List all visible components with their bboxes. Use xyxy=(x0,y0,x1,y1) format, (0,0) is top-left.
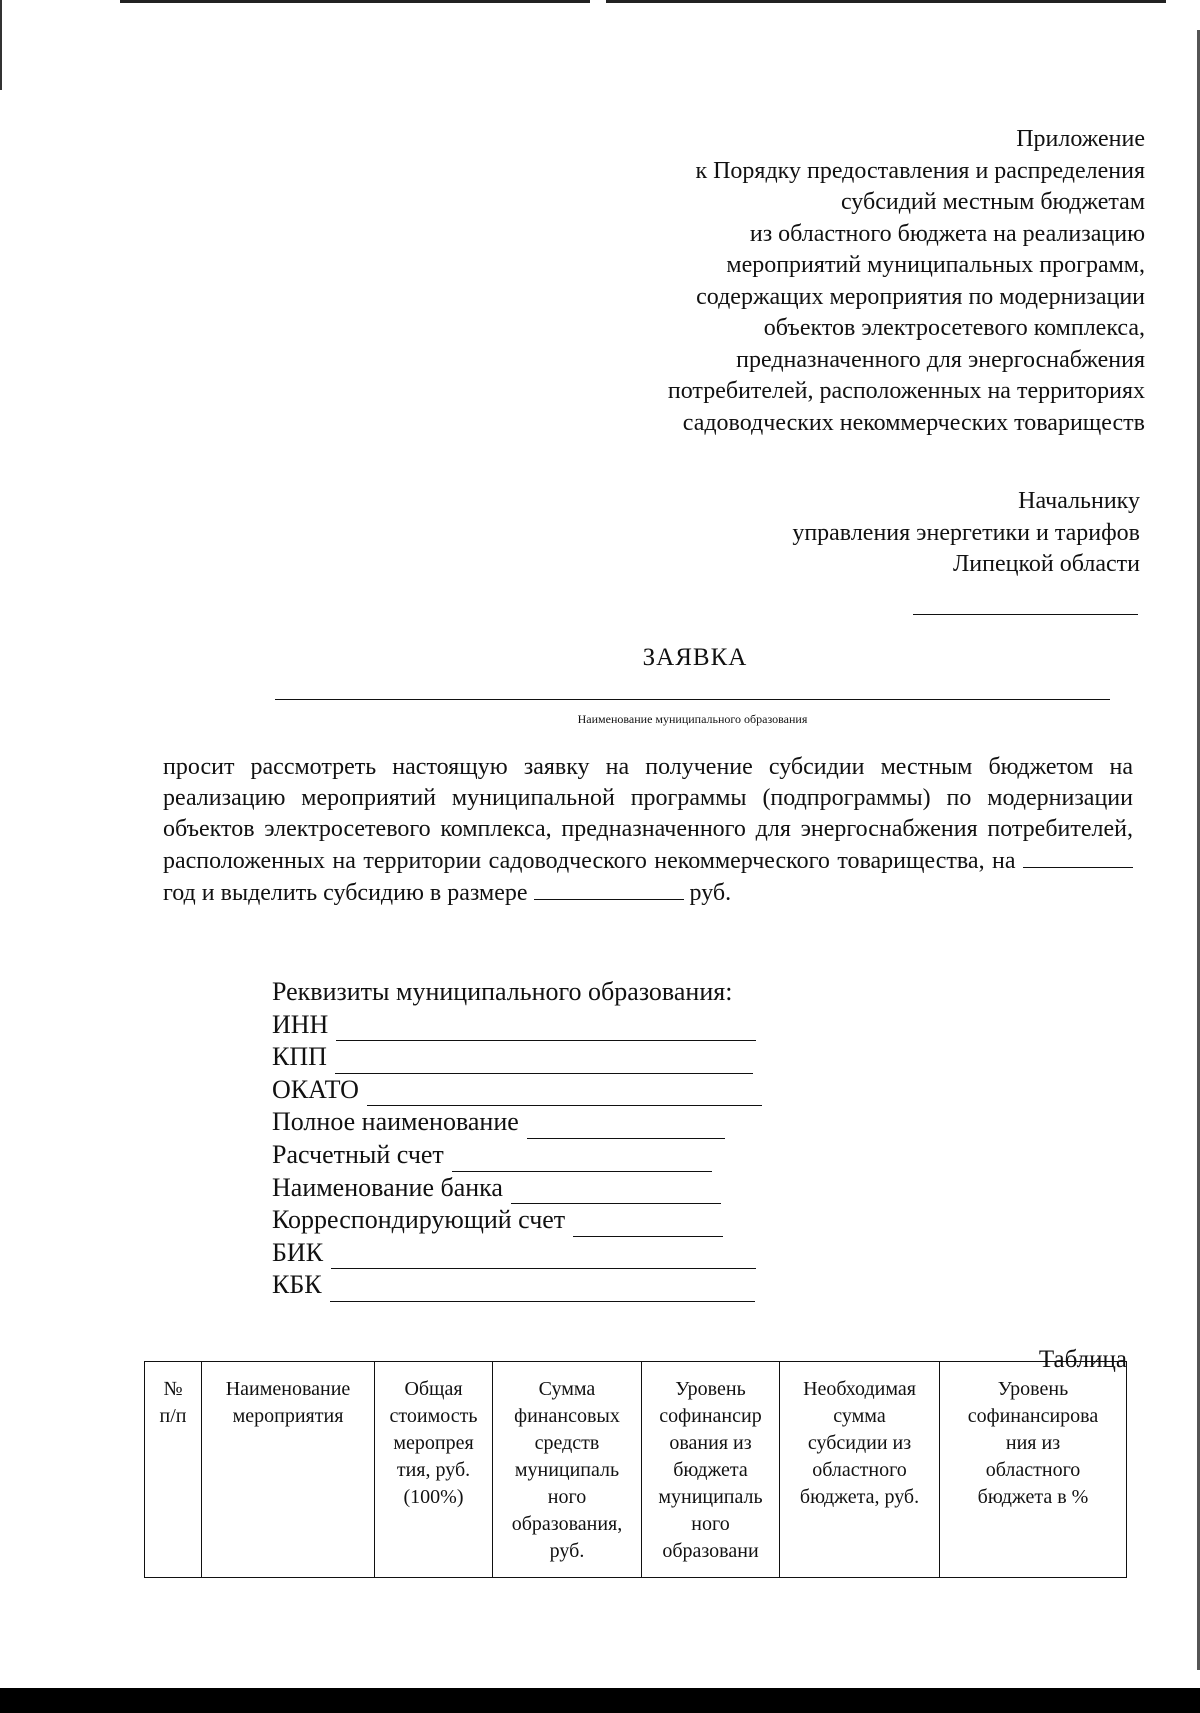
municipality-name-blank[interactable] xyxy=(275,699,1110,700)
scan-left-edge xyxy=(0,0,2,90)
requisite-blank[interactable] xyxy=(452,1147,712,1172)
appendix-line: из областного бюджета на реализацию xyxy=(749,220,1145,247)
appendix-line: объектов электросетевого комплекса, xyxy=(763,315,1145,341)
requisite-row xyxy=(272,1041,762,1074)
requisite-row xyxy=(272,1269,762,1302)
col-header-regional-cofinancing: Уровень софинансирова ния из областного бюджета в % xyxy=(940,1362,1127,1578)
appendix-line: к Порядку предоставления и распределения xyxy=(695,157,1145,184)
appendix-line: потребителей, расположенных на территориях xyxy=(667,378,1145,404)
requisite-row xyxy=(272,1204,762,1237)
requisite-row xyxy=(272,1139,762,1172)
requisite-blank[interactable] xyxy=(573,1212,723,1237)
scan-bottom-border xyxy=(0,1688,1200,1713)
table-header-row xyxy=(145,1362,1127,1578)
appendix-line: субсидий местным бюджетам xyxy=(840,189,1145,215)
requisites-heading: Реквизиты муниципального образования: xyxy=(272,977,733,1006)
requisite-row xyxy=(272,1074,762,1107)
requisite-blank[interactable] xyxy=(367,1081,762,1106)
requisite-row xyxy=(272,1106,762,1139)
requisite-label: Корреспондирующий счет xyxy=(272,1205,566,1235)
requisite-label: ОКАТО xyxy=(272,1074,359,1104)
col-header-total-cost: Общая стоимость меропрея тия, руб. (100%) xyxy=(375,1362,493,1578)
col-header-required-subsidy: Необходимая сумма субсидии из областного бюджета, руб. xyxy=(780,1362,940,1578)
scan-top-border xyxy=(0,0,1200,3)
addressee-block xyxy=(580,486,1140,581)
col-header-activity-name: Наименование мероприятия xyxy=(202,1362,375,1578)
request-paragraph xyxy=(163,752,1133,909)
requisite-row xyxy=(272,1172,762,1205)
subsidy-table xyxy=(144,1361,1127,1578)
requisites-block xyxy=(272,976,762,1302)
document-title: ЗАЯВКА xyxy=(642,644,748,671)
addressee-line: Начальнику xyxy=(1018,488,1140,514)
col-header-municipal-cofinancing: Уровень софинансир ования из бюджета муниципаль ного образовани xyxy=(642,1362,780,1578)
requisite-label: Расчетный счет xyxy=(272,1139,444,1169)
requisite-blank[interactable] xyxy=(511,1179,721,1204)
addressee-line: Липецкой области xyxy=(953,551,1140,577)
requisite-label: КПП xyxy=(272,1042,327,1072)
subsidy-amount-blank[interactable] xyxy=(534,877,684,900)
requisite-blank[interactable] xyxy=(330,1277,755,1302)
appendix-header xyxy=(505,124,1145,439)
requisite-row xyxy=(272,1237,762,1270)
requisite-blank[interactable] xyxy=(331,1244,756,1269)
requisite-blank[interactable] xyxy=(336,1016,756,1041)
requisite-label: КБК xyxy=(272,1270,322,1300)
requisite-row xyxy=(272,1009,762,1042)
requisite-label: Наименование банка xyxy=(272,1172,503,1202)
requisite-blank[interactable] xyxy=(527,1114,725,1139)
col-header-municipal-funds: Сумма финансовых средств муниципаль ного образования, руб. xyxy=(493,1362,642,1578)
addressee-line: управления энергетики и тарифов xyxy=(792,519,1140,546)
appendix-line: Приложение xyxy=(1016,126,1145,152)
appendix-line: мероприятий муниципальных программ, xyxy=(726,252,1145,278)
addressee-name-blank[interactable] xyxy=(913,614,1138,615)
requisite-label: БИК xyxy=(272,1237,324,1267)
requisite-blank[interactable] xyxy=(335,1049,753,1074)
appendix-line: садоводческих некоммерческих товариществ xyxy=(682,409,1145,436)
request-text-part1: просит рассмотреть настоящую заявку на получение субсидии местным бюджетом на реализацию мероприятий муниципальной программы (подпрограммы) по модернизации объектов электросетевого комплекса, предназначенного для энергоснабжения потребителей, расположенных на территории садоводческого некоммерческого товарищества, на xyxy=(163,754,1133,874)
appendix-line: предназначенного для энергоснабжения xyxy=(736,346,1145,373)
request-text-part3: руб. xyxy=(689,880,732,906)
table-caption: Таблица xyxy=(1038,1346,1127,1373)
year-blank[interactable] xyxy=(1023,845,1133,868)
col-header-number: № п/п xyxy=(145,1362,202,1578)
municipality-caption: Наименование муниципального образования xyxy=(577,712,808,726)
request-text-part2: год и выделить субсидию в размере xyxy=(163,880,528,906)
requisite-label: Полное наименование xyxy=(272,1107,519,1137)
requisite-label: ИНН xyxy=(272,1009,329,1039)
appendix-line: содержащих мероприятия по модернизации xyxy=(696,283,1145,310)
